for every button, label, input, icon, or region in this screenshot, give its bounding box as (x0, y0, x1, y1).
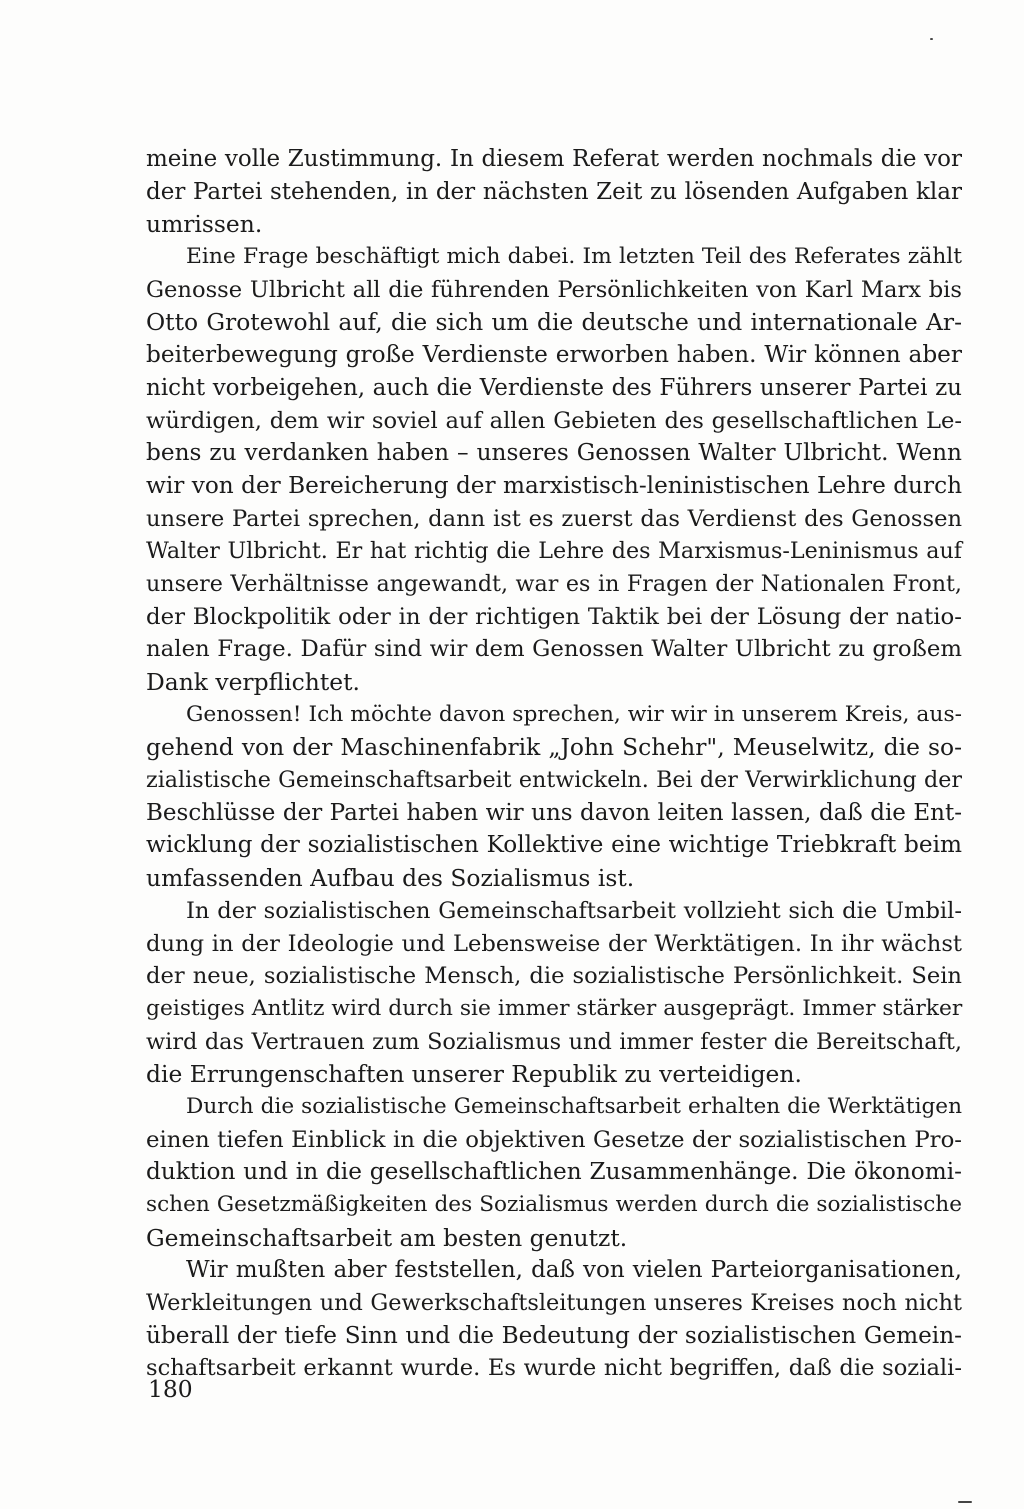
text-line: zialistische Gemeinschaftsarbeit entwickeln. Bei der Verwirklichung der (146, 767, 962, 794)
text-line: In der sozialistischen Gemeinschaftsarbeit vollzieht sich die Umbil- (186, 897, 962, 924)
text-line: unsere Partei sprechen, dann ist es zuerst das Verdienst des Genossen (146, 505, 962, 532)
text-line: wicklung der sozialistischen Kollektive eine wichtige Triebkraft beim (146, 831, 962, 859)
text-line: unsere Verhältnisse angewandt, war es in Fragen der Nationalen Front, (146, 570, 962, 597)
text-line: nalen Frage. Dafür sind wir dem Genossen Walter Ulbricht zu großem (146, 636, 962, 663)
page-number: 180 (148, 1375, 193, 1403)
text-line: umfassenden Aufbau des Sozialismus ist. (146, 864, 635, 893)
text-line: Genosse Ulbricht all die führenden Persönlichkeiten von Karl Marx bis (146, 276, 962, 303)
text-line: bens zu verdanken haben – unseres Genossen Walter Ulbricht. Wenn (146, 439, 962, 467)
text-line: die Errungenschaften unserer Republik zu verteidigen. (146, 1060, 802, 1089)
text-line: Genossen! Ich möchte davon sprechen, wir wir in unserem Kreis, aus- (186, 701, 962, 727)
text-line: duktion und in die gesellschaftlichen Zusammenhänge. Die ökonomi- (146, 1158, 962, 1186)
text-line: beiterbewegung große Verdienste erworben haben. Wir können aber (146, 341, 962, 369)
text-line: gehend von der Maschinenfabrik „John Schehr", Meuselwitz, die so- (146, 733, 962, 762)
scan-speck (958, 1501, 972, 1503)
text-line: meine volle Zustimmung. In diesem Referat werden nochmals die vor (146, 146, 962, 172)
text-line: würdigen, dem wir soviel auf allen Gebieten des gesellschaftlichen Le- (146, 407, 962, 434)
text-line: Dank verpflichtet. (146, 668, 360, 696)
text-line: der neue, sozialistische Mensch, die sozialistische Persönlichkeit. Sein (146, 963, 962, 990)
text-line: wir von der Bereicherung der marxistisch-leninistischen Lehre durch (146, 471, 962, 499)
text-line: Beschlüsse der Partei haben wir uns davon leiten lassen, daß die Ent- (146, 799, 962, 826)
text-line: Gemeinschaftsarbeit am besten genutzt. (146, 1223, 628, 1252)
text-line: Eine Frage beschäftigt mich dabei. Im letzten Teil des Referates zählt (186, 244, 962, 270)
body-text (146, 143, 962, 1385)
text-line: der Blockpolitik oder in der richtigen Taktik bei der Lösung der natio- (146, 603, 962, 630)
text-line: überall der tiefe Sinn und die Bedeutung der sozialistischen Gemein- (146, 1321, 962, 1349)
text-line: der Partei stehenden, in der nächsten Zeit zu lösenden Aufgaben klar (146, 178, 962, 205)
text-line: nicht vorbeigehen, auch die Verdienste des Führers unserer Partei zu (146, 374, 962, 401)
text-line: Wir mußten aber feststellen, daß von vielen Parteiorganisationen, (186, 1257, 962, 1284)
text-line: einen tiefen Einblick in die objektiven Gesetze der sozialistischen Pro- (146, 1126, 962, 1153)
text-line: umrissen. (146, 210, 263, 239)
text-line: Durch die sozialistische Gemeinschaftsarbeit erhalten die Werktätigen (186, 1093, 962, 1119)
text-line: schen Gesetzmäßigkeiten des Sozialismus werden durch die sozialistische (146, 1192, 962, 1217)
text-line: Otto Grotewohl auf, die sich um die deutsche und internationale Ar- (146, 308, 962, 337)
text-line: wird das Vertrauen zum Sozialismus und immer fester die Bereitschaft, (146, 1028, 962, 1055)
text-line: Walter Ulbricht. Er hat richtig die Lehre des Marxismus-Leninismus auf (146, 538, 962, 565)
scan-speck (930, 38, 933, 40)
text-line: geistiges Antlitz wird durch sie immer stärker ausgeprägt. Immer stärker (146, 995, 963, 1021)
text-line: dung in der Ideologie und Lebensweise der Werktätigen. In ihr wächst (146, 930, 962, 957)
text-line: schaftsarbeit erkannt wurde. Es wurde nicht begriffen, daß die soziali- (146, 1355, 962, 1382)
text-line: Werkleitungen und Gewerkschaftsleitungen unseres Kreises noch nicht (146, 1290, 962, 1317)
